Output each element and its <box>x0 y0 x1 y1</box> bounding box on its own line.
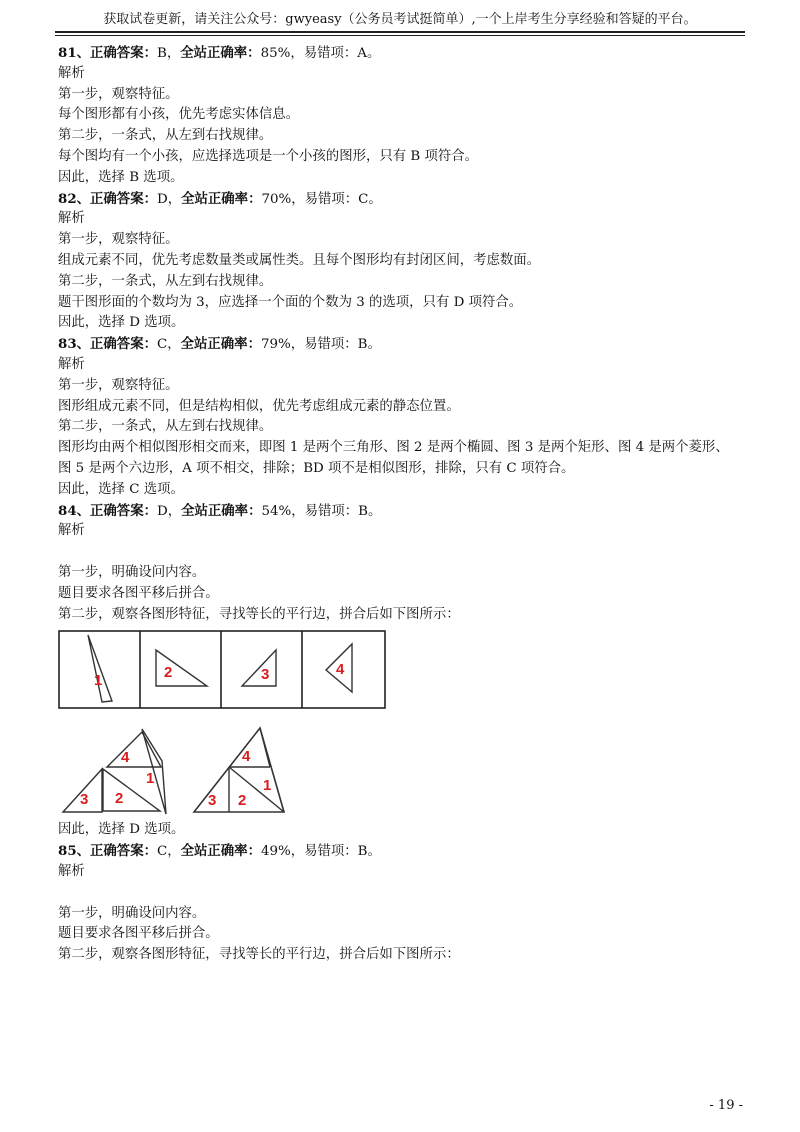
analysis-line: 第二步，一条式，从左到右找规律。 <box>58 419 273 435</box>
assembled-piece-4 <box>107 732 161 767</box>
rate-value: 79%，易错项：B。 <box>260 337 381 353</box>
analysis-line: 因此，选择 D 选项。 <box>58 315 185 331</box>
piece-label: 2 <box>164 664 173 682</box>
analysis-line: 题目要求各图平移后拼合。 <box>58 926 219 942</box>
question-number: 83 <box>58 336 77 353</box>
question-83-header <box>58 334 748 355</box>
analysis-line: 第一步，观察特征。 <box>58 86 179 102</box>
analysis-line: 解析 <box>58 211 85 227</box>
rate-label: 全站正确率： <box>181 502 262 519</box>
piece-label: 3 <box>80 791 89 809</box>
blank-line <box>58 542 748 563</box>
analysis-line: 第一步，观察特征。 <box>58 377 179 393</box>
analysis-line: 解析 <box>58 863 85 879</box>
question-number: 85 <box>58 843 77 860</box>
triangle-piece-3 <box>242 650 276 686</box>
question-81-header <box>58 43 748 64</box>
analysis-line: 第一步，明确设问内容。 <box>58 564 206 580</box>
analysis-line: 因此，选择 D 选项。 <box>58 822 185 838</box>
page-number: - 19 - <box>709 1098 743 1113</box>
analysis-line: 图 5 是两个六边形，A 项不相交，排除；BD 项不是相似图形，排除，只有 C 项符合。 <box>58 460 575 476</box>
rate-label: 全站正确率： <box>180 45 261 61</box>
analysis-line: 第一步，明确设问内容。 <box>58 905 206 921</box>
analysis-line: 解析 <box>58 65 85 81</box>
analysis-line: 解析 <box>58 523 85 539</box>
analysis-line: 题干图形面的个数均为 3，应选择一个面的个数为 3 的选项，只有 D 项符合。 <box>58 294 523 310</box>
rate-label: 全站正确率： <box>180 843 261 860</box>
analysis-line: 第一步，观察特征。 <box>58 232 179 248</box>
analysis-line: 第二步，一条式，从左到右找规律。 <box>58 128 273 144</box>
piece-label: 1 <box>263 777 272 795</box>
piece-label: 1 <box>94 672 103 690</box>
inner-edge <box>260 728 270 767</box>
header-rule-thin <box>55 35 745 36</box>
rate-label: 全站正确率： <box>181 190 262 207</box>
question-82-header <box>58 189 748 210</box>
analysis-line: 因此，选择 B 选项。 <box>58 169 184 185</box>
answer-value: D， <box>156 503 182 519</box>
rate-label: 全站正确率： <box>180 336 261 353</box>
answer-value: C， <box>156 337 181 353</box>
header-rule-thick <box>55 31 745 33</box>
analysis-line: 每个图均有一个小孩，应选择选项是一个小孩的图形，只有 B 项符合。 <box>58 148 479 164</box>
question-number: 84 <box>58 502 77 519</box>
analysis-line: 图形组成元素不同，但是结构相似，优先考虑组成元素的静态位置。 <box>58 398 460 414</box>
analysis-line: 每个图形都有小孩，优先考虑实体信息。 <box>58 107 300 123</box>
piece-label: 3 <box>208 792 217 810</box>
analysis-line: 解析 <box>58 356 85 372</box>
triangle-piece-1 <box>88 635 112 702</box>
answer-label: 、正确答案： <box>76 502 157 519</box>
analysis-line: 题目要求各图平移后拼合。 <box>58 585 219 601</box>
piece-label: 4 <box>242 748 251 766</box>
answer-value: C， <box>156 844 181 860</box>
analysis-line: 因此，选择 C 选项。 <box>58 481 184 497</box>
rate-value: 54%，易错项：B。 <box>261 503 382 519</box>
rate-value: 49%，易错项：B。 <box>260 844 381 860</box>
answer-label: 、正确答案： <box>76 190 157 207</box>
document-body <box>58 43 748 966</box>
answer-label: 、正确答案： <box>76 843 157 860</box>
answer-value: D， <box>156 191 182 207</box>
question-number: 82 <box>58 190 77 207</box>
question-84-header <box>58 501 748 522</box>
page-header: 获取试卷更新，请关注公众号：gwyeasy（公务员考试挺简单）,一个上岸考生分享经验和答疑的平台。 <box>103 12 697 27</box>
analysis-line: 第二步，观察各图形特征，寻找等长的平行边，拼合后如下图所示： <box>58 947 460 963</box>
analysis-line: 组成元素不同，优先考虑数量类或属性类。且每个图形均有封闭区间，考虑数面。 <box>58 252 541 268</box>
answer-value: B， <box>156 46 181 61</box>
analysis-line: 图形均由两个相似图形相交而来，即图 1 是两个三角形、图 2 是两个椭圆、图 3 是两个矩形、图 4 是两个菱形、 <box>58 440 729 456</box>
piece-label: 4 <box>336 661 345 679</box>
triangle-puzzle-figure <box>58 630 748 818</box>
piece-label: 2 <box>238 792 247 810</box>
analysis-line: 第二步，一条式，从左到右找规律。 <box>58 273 273 289</box>
piece-label: 1 <box>146 770 155 788</box>
piece-label: 4 <box>121 749 130 767</box>
triangle-puzzle-svg <box>58 630 398 816</box>
piece-label: 3 <box>261 666 270 684</box>
answer-label: 、正确答案： <box>76 336 157 353</box>
rate-value: 85%，易错项：A。 <box>260 46 381 61</box>
question-number: 81 <box>58 45 77 61</box>
rate-value: 70%，易错项：C。 <box>261 191 382 207</box>
assembled-separated <box>63 729 166 814</box>
assembled-merged <box>194 728 284 812</box>
analysis-line: 第二步，观察各图形特征，寻找等长的平行边，拼合后如下图所示： <box>58 606 460 622</box>
answer-label: 、正确答案： <box>76 45 157 61</box>
blank-line <box>58 883 748 904</box>
piece-label: 2 <box>115 790 124 808</box>
question-85-header <box>58 841 748 862</box>
